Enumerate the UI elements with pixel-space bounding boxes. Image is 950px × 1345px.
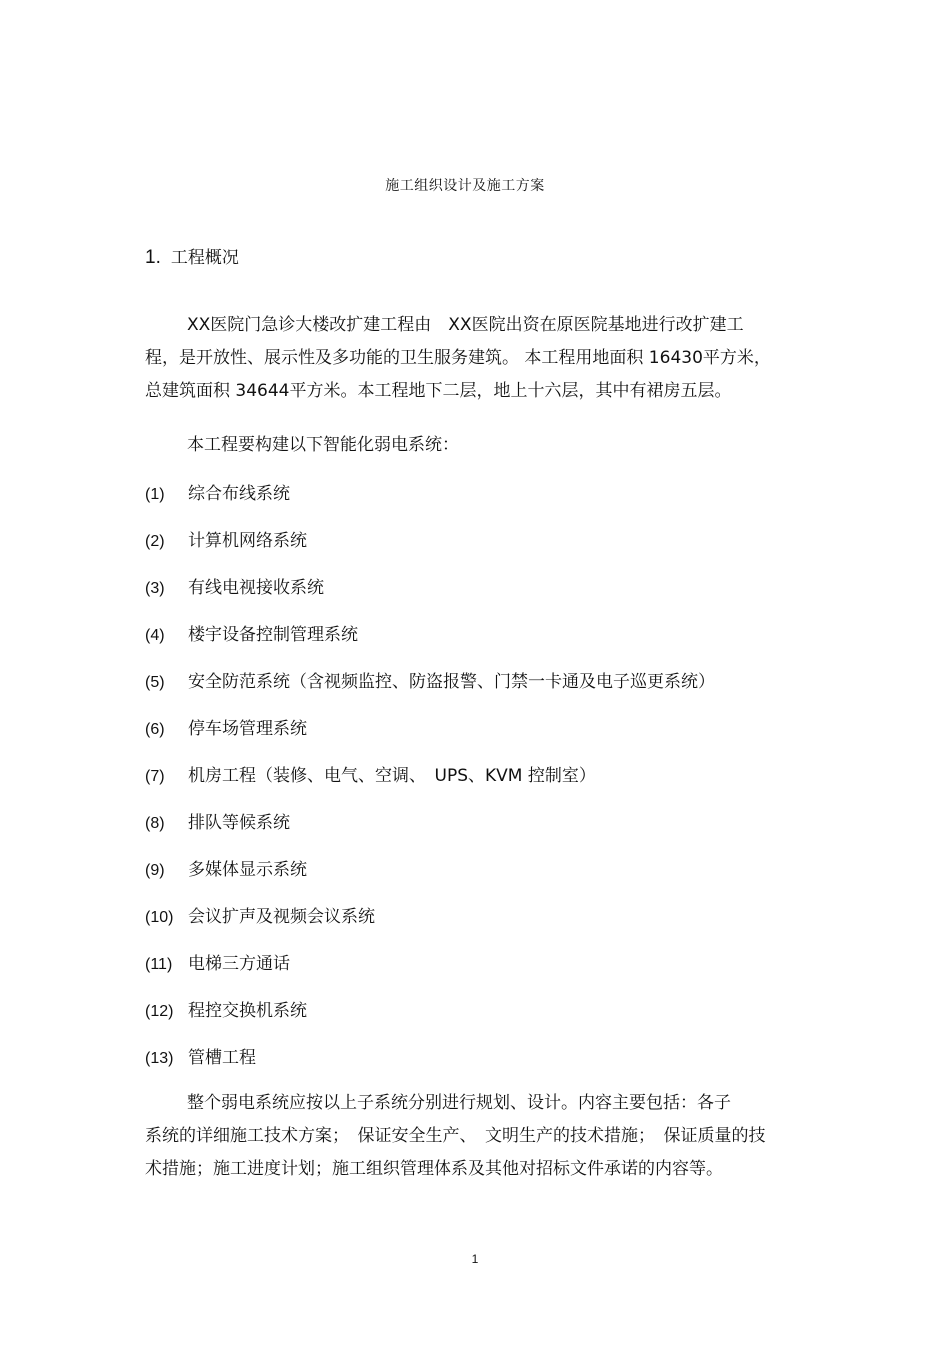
summary-line: 术措施；施工进度计划；施工组织管理体系及其他对招标文件承诺的内容等。 (145, 1159, 723, 1179)
intro-line: 总建筑面积 34644平方米。本工程地下二层，地上十六层，其中有裙房五层。 (145, 381, 732, 401)
summary-line: 整个弱电系统应按以上子系统分别进行规划、设计。内容主要包括：各子 (187, 1093, 731, 1113)
list-item-text: 计算机网络系统 (188, 531, 307, 551)
list-item-text: 楼宇设备控制管理系统 (188, 625, 358, 645)
list-item-text: 机房工程（装修、电气、空调、 UPS、KVM 控制室） (188, 766, 596, 786)
list-marker: (10) (145, 909, 174, 926)
list-marker: (13) (145, 1050, 174, 1067)
section-heading (145, 243, 239, 269)
list-item-text: 有线电视接收系统 (188, 578, 324, 598)
list-item (145, 1042, 715, 1089)
list-item-text: 停车场管理系统 (188, 719, 307, 739)
list-item (145, 901, 715, 948)
summary-paragraph (145, 1087, 805, 1186)
list-marker: (6) (145, 721, 165, 738)
list-marker: (4) (145, 627, 165, 644)
list-marker: (7) (145, 768, 165, 785)
intro-paragraph (145, 309, 805, 408)
list-marker: (1) (145, 486, 165, 503)
list-item-text: 多媒体显示系统 (188, 860, 307, 880)
list-item (145, 525, 715, 572)
systems-intro-paragraph (145, 429, 805, 462)
list-marker: (2) (145, 533, 165, 550)
systems-intro: 本工程要构建以下智能化弱电系统： (187, 435, 459, 455)
list-item (145, 807, 715, 854)
list-marker: (3) (145, 580, 165, 597)
list-item (145, 666, 715, 713)
list-marker: (8) (145, 815, 165, 832)
list-marker: (9) (145, 862, 165, 879)
list-item-text: 排队等候系统 (188, 813, 290, 833)
summary-line: 系统的详细施工技术方案； 保证安全生产、 文明生产的技术措施； 保证质量的技 (145, 1126, 766, 1146)
list-item (145, 619, 715, 666)
list-item-text: 电梯三方通话 (188, 954, 290, 974)
list-item (145, 995, 715, 1042)
list-item-text: 安全防范系统（含视频监控、防盗报警、门禁一卡通及电子巡更系统） (188, 672, 715, 692)
list-item (145, 478, 715, 525)
list-item-text: 会议扩声及视频会议系统 (188, 907, 375, 927)
list-item (145, 948, 715, 995)
list-marker: (5) (145, 674, 165, 691)
list-item-text: 程控交换机系统 (188, 1001, 307, 1021)
list-item (145, 760, 715, 807)
list-item (145, 572, 715, 619)
list-item (145, 854, 715, 901)
section-number: 1. (145, 247, 161, 268)
systems-list (145, 478, 715, 1089)
list-item-text: 管槽工程 (188, 1048, 256, 1068)
list-marker: (12) (145, 1003, 174, 1020)
intro-line: XX医院门急诊大楼改扩建工程由 XX医院出资在原医院基地进行改扩建工 (187, 315, 744, 335)
section-title: 工程概况 (170, 248, 239, 268)
list-marker: (11) (145, 956, 173, 973)
page-number: 1 (471, 1252, 479, 1266)
list-item (145, 713, 715, 760)
intro-line: 程，是开放性、展示性及多功能的卫生服务建筑。 本工程用地面积 16430平方米， (145, 348, 771, 368)
document-title: 施工组织设计及施工方案 (385, 178, 545, 194)
list-item-text: 综合布线系统 (188, 484, 290, 504)
